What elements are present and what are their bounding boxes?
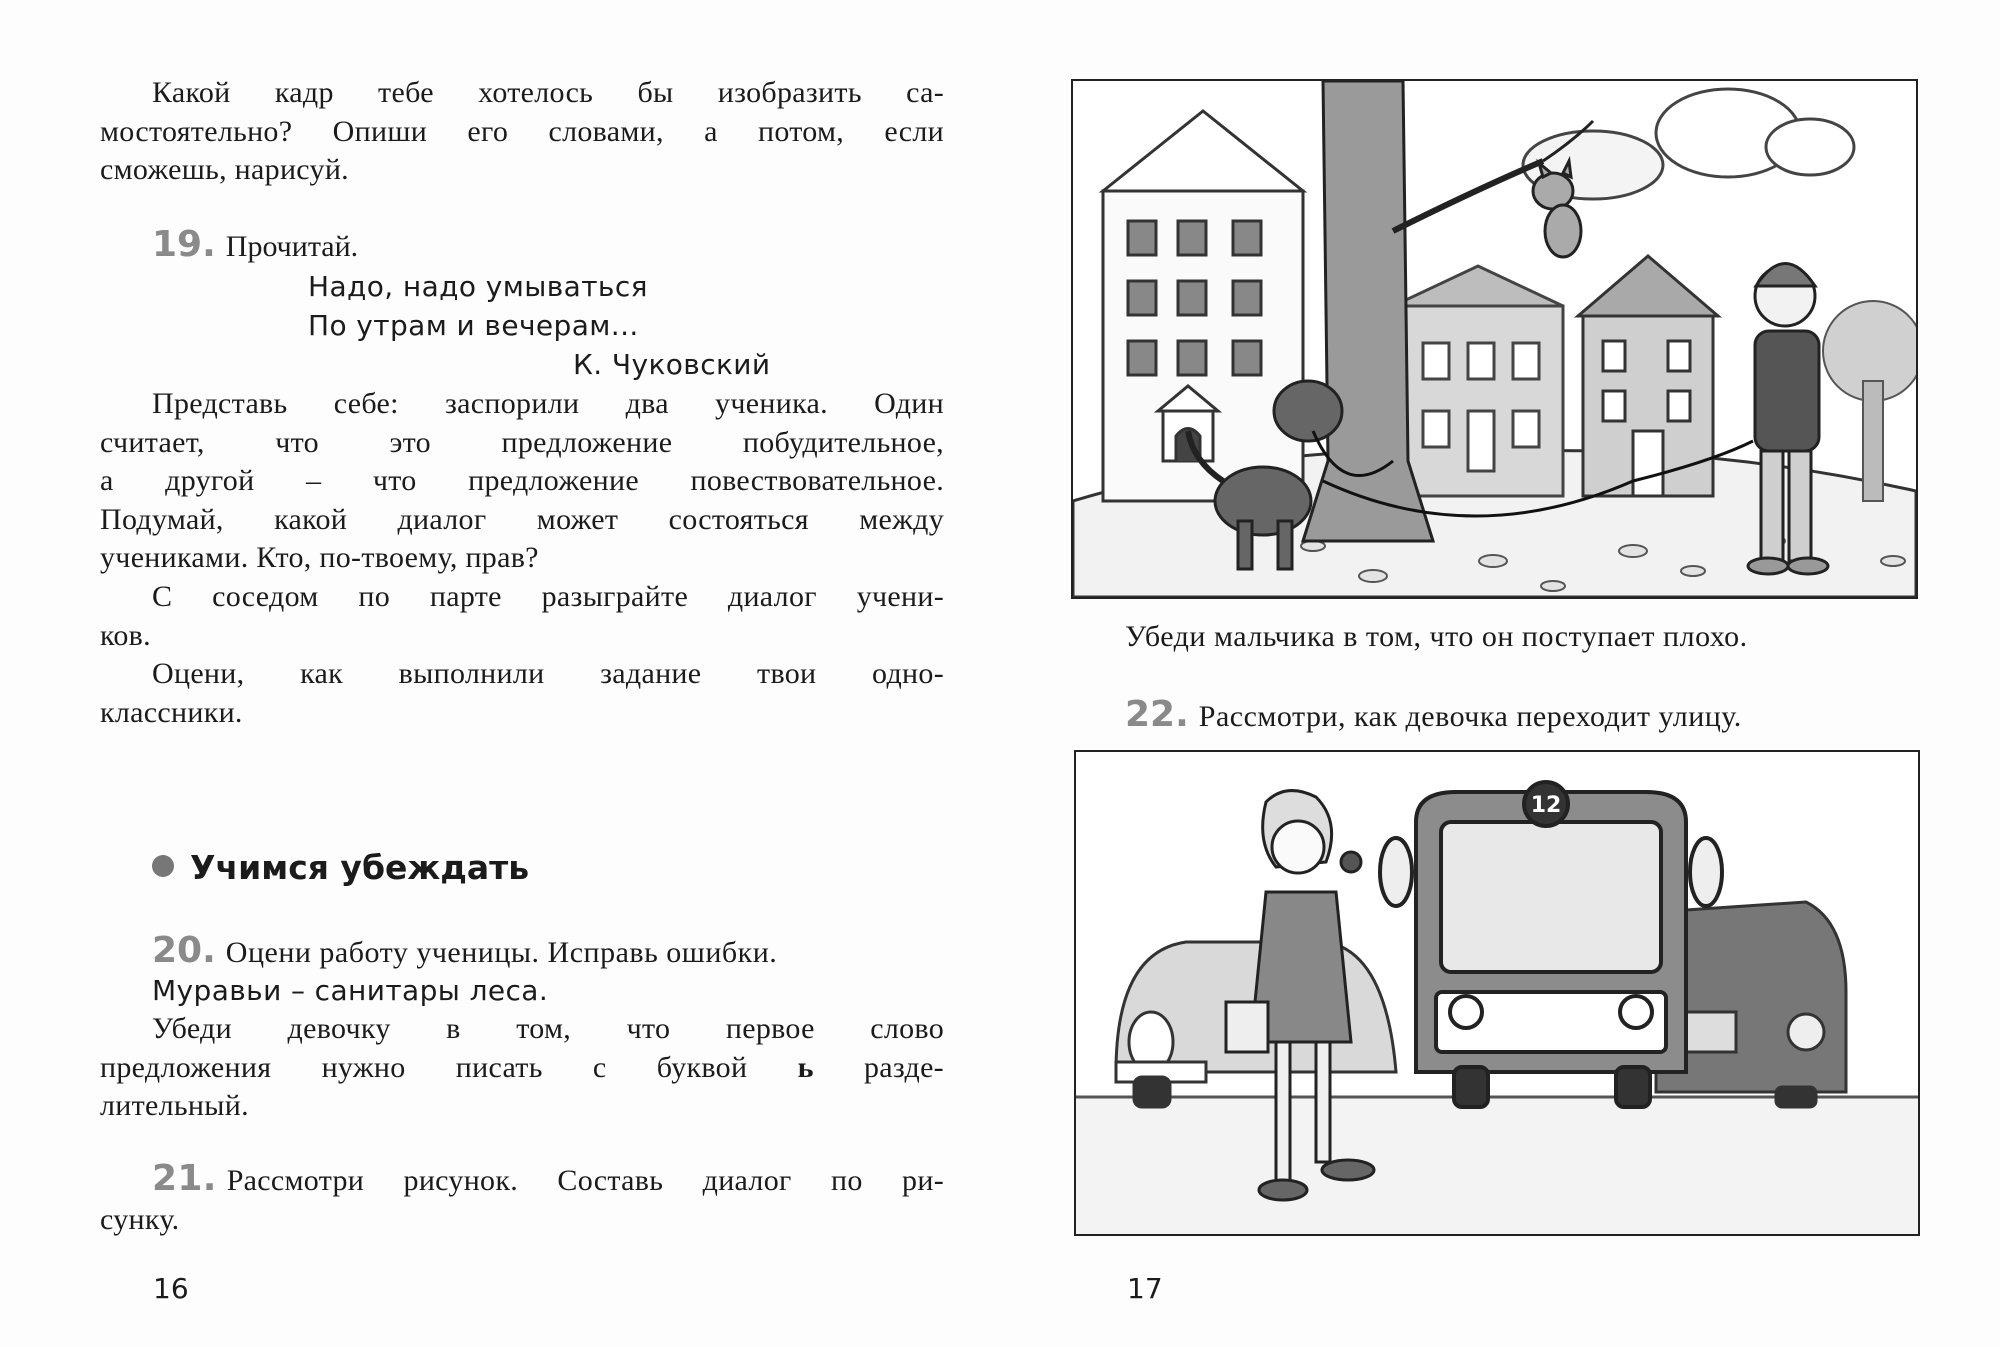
exercise-22-heading bbox=[1125, 694, 1742, 735]
exercise-19-paragraph bbox=[100, 385, 944, 732]
picture-caption: Убеди мальчика в том, что он поступает плохо. bbox=[1125, 620, 1748, 653]
intro-paragraph bbox=[100, 74, 944, 190]
exercise-number: 22. bbox=[1125, 694, 1189, 735]
text-line: Подумай, какой диалог может состояться между bbox=[100, 502, 944, 536]
text-line: Оцени, как выполнили задание твои одно- bbox=[152, 657, 944, 691]
poem-line: По утрам и вечерам... bbox=[308, 309, 639, 342]
text-line: мостоятельно? Опиши его словами, а потом, если bbox=[100, 114, 944, 148]
text-line: предложения нужно писать с буквой ь разде- bbox=[100, 1050, 944, 1084]
exercise-title: Прочитай. bbox=[225, 230, 359, 263]
poem-author: К. Чуковский bbox=[573, 348, 771, 381]
text-line: классники. bbox=[100, 695, 243, 729]
text-line: сунку. bbox=[100, 1202, 180, 1236]
girl-crossing-street-illustration bbox=[1074, 750, 1920, 1236]
section-title-text: Учимся убеждать bbox=[190, 848, 530, 887]
exercise-20-paragraph bbox=[100, 1010, 944, 1126]
text-line: Представь себе: заспорили два ученика. Один bbox=[152, 387, 944, 420]
text-line: лительный. bbox=[100, 1089, 249, 1123]
text-line: ков. bbox=[100, 618, 151, 652]
exercise-title: Оцени работу ученицы. Исправь ошибки. bbox=[225, 936, 778, 969]
page-number: 17 bbox=[1127, 1272, 1163, 1305]
right-page bbox=[1000, 0, 2000, 1347]
text-line: считает, что это предложение побудительное, bbox=[100, 425, 944, 459]
text-line: учениками. Кто, по-твоему, прав? bbox=[100, 541, 539, 575]
poem-line: Надо, надо умываться bbox=[308, 270, 648, 303]
letter-highlight: ь bbox=[797, 1050, 814, 1084]
street-crossing-drawing bbox=[1076, 752, 1918, 1234]
text-line: Убеди девочку в том, что первое слово bbox=[152, 1012, 944, 1045]
exercise-19-heading bbox=[152, 224, 358, 265]
exercise-number: 20. bbox=[152, 930, 216, 971]
text-line: сможешь, нарисуй. bbox=[100, 153, 349, 187]
text-line: а другой – что предложение повествовательное. bbox=[100, 464, 944, 498]
text-line: Какой кадр тебе хотелось бы изобразить са- bbox=[152, 76, 944, 109]
exercise-title: Рассмотри, как девочка переходит улицу. bbox=[1198, 700, 1742, 733]
exercise-number: 19. bbox=[152, 224, 216, 265]
exercise-21-paragraph bbox=[100, 1160, 944, 1239]
exercise-number: 21. bbox=[152, 1158, 217, 1199]
bullet-icon bbox=[152, 855, 174, 877]
example-sentence: Муравьи – санитары леса. bbox=[152, 974, 549, 1007]
text-line: 21. Рассмотри рисунок. Составь диалог по ри- bbox=[152, 1158, 944, 1199]
boy-cat-dog-illustration bbox=[1071, 79, 1918, 599]
street-scene-drawing bbox=[1073, 81, 1916, 597]
text-line: С соседом по парте разыграйте диалог учени- bbox=[152, 579, 944, 613]
exercise-20-heading bbox=[152, 930, 777, 971]
bus-number: 12 bbox=[1530, 793, 1562, 818]
page-number: 16 bbox=[153, 1272, 189, 1305]
section-title bbox=[152, 848, 529, 887]
